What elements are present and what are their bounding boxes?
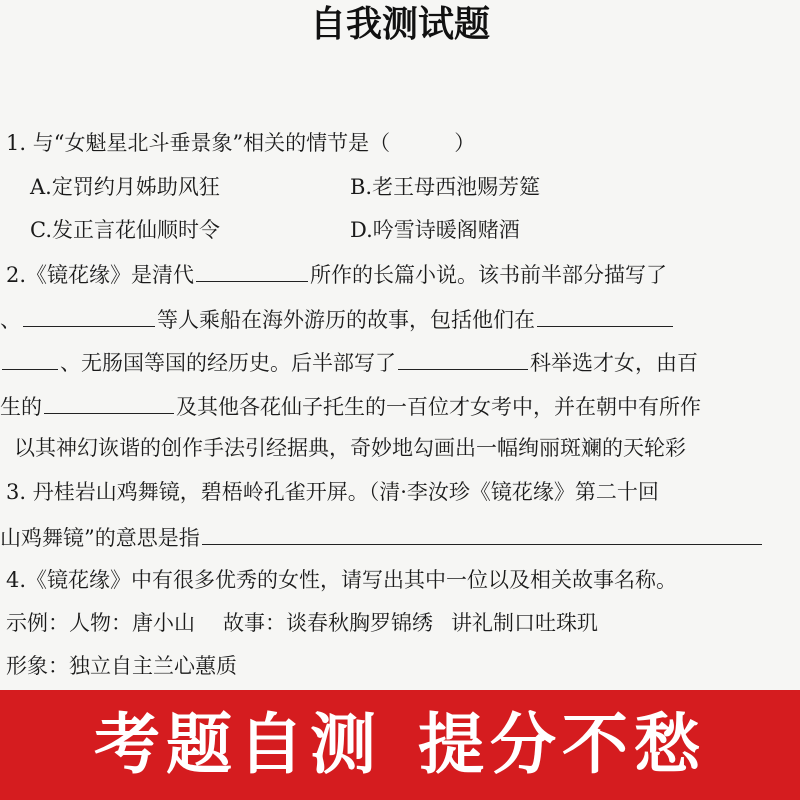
q2-l3-text-b: 科举选才女，由百 <box>530 351 698 375</box>
q2-l1-text-b: 所作的长篇小说。该书前半部分描写了 <box>310 263 668 287</box>
q2-line-3 <box>0 343 698 379</box>
q4-example <box>6 605 598 641</box>
q4-image: 形象：独立自主兰心蕙质 <box>6 654 237 678</box>
q4-example-story: 故事：谈春秋胸罗锦绣 <box>223 611 433 635</box>
q2-l4-text-b: 及其他各花仙子托生的一百位才女考中，并在朝中有所作 <box>176 395 701 419</box>
q2-l2-text-a: 、 <box>0 308 21 332</box>
q1-option-a: A.定罚约月姊助风狂 <box>30 175 220 199</box>
q2-blank-heroine[interactable] <box>44 387 174 414</box>
promo-banner <box>0 690 800 800</box>
q1-stem <box>6 125 475 161</box>
q2-line-1 <box>6 255 667 291</box>
q2-blank-person[interactable] <box>23 300 155 327</box>
q2-l1-text-a: 2.《镜花缘》是清代 <box>6 263 195 287</box>
q2-l2-text-b: 等人乘船在海外游历的故事，包括他们在 <box>157 308 535 332</box>
q1-option-c: C.发正言花仙顺时令 <box>30 218 220 242</box>
q3-l2-text: 山鸡舞镜”的意思是指 <box>0 526 200 550</box>
q1-stem-close: ） <box>454 131 476 155</box>
q2-l4-text-a: 生的 <box>0 395 42 419</box>
promo-banner-text <box>0 690 800 800</box>
q2-line-2 <box>0 300 675 336</box>
page-title: 自我测试题 <box>309 4 490 45</box>
q4-line-1: 4.《镜花缘》中有很多优秀的女性，请写出其中一位以及相关故事名称。 <box>6 568 678 592</box>
q2-blank-author[interactable] <box>196 255 308 282</box>
q2-blank-country-2[interactable] <box>2 343 58 370</box>
q1-option-b: B.老王母西池赐芳筵 <box>350 175 541 199</box>
q2-line-5: 以其神幻诙谐的创作手法引经据典，奇妙地勾画出一幅绚丽斑斓的天轮彩 <box>14 436 686 460</box>
q2-blank-emperor[interactable] <box>398 343 528 370</box>
q1-option-d: D.吟雪诗暖阁赌酒 <box>350 218 520 242</box>
q2-line-4 <box>0 387 701 423</box>
q3-blank-meaning[interactable] <box>202 518 762 545</box>
q3-line-2 <box>0 518 764 554</box>
banner-text-1: 考题自测 <box>94 706 382 783</box>
q2-l3-text-a: 、无肠国等国的经历史。后半部写了 <box>60 351 396 375</box>
q4-example-person: 示例：人物：唐小山 <box>6 611 195 635</box>
q3-line-1: 3. 丹桂岩山鸡舞镜，碧梧岭孔雀开屏。（清·李汝珍《镜花缘》第二十回 <box>6 480 659 504</box>
q4-example-story-2: 讲礼制口吐珠玑 <box>451 611 598 635</box>
q1-stem-text: 1. 与“女魁星北斗垂景象”相关的情节是（ <box>6 131 391 155</box>
q2-blank-country[interactable] <box>537 300 673 327</box>
banner-text-2: 提分不愁 <box>418 706 706 783</box>
